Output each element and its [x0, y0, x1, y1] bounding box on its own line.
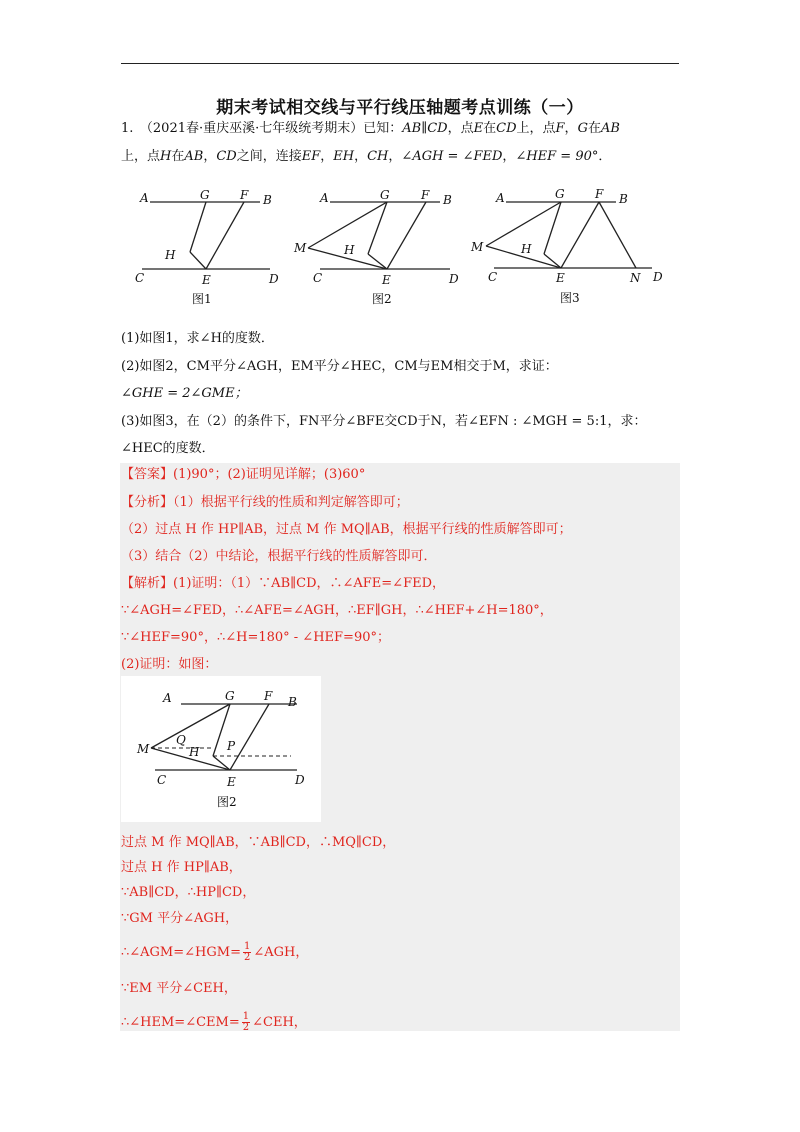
figure-2-caption: 图2 — [372, 292, 392, 306]
solution-3: ∵∠HEF=90°，∴∠H=180° - ∠HEF=90°； — [121, 630, 390, 645]
label-c: C — [157, 773, 167, 787]
label-f: F — [264, 689, 273, 703]
label-g: G — [380, 188, 390, 202]
solution-figure-caption: 图2 — [217, 795, 237, 809]
label-c: C — [488, 270, 498, 284]
question-1: (1)如图1，求∠H的度数． — [121, 331, 274, 346]
label-d: D — [653, 270, 663, 284]
label-b: B — [288, 695, 297, 709]
solution-11 — [121, 1012, 307, 1033]
label-a: A — [163, 691, 172, 705]
label-e: E — [227, 775, 236, 789]
question-2: (2)如图2，CM平分∠AGH，EM平分∠HEC，CM与EM相交于M，求证： — [121, 359, 558, 374]
fraction-denominator: 2 — [242, 1022, 250, 1033]
solution-figure — [121, 676, 321, 822]
problem-source: 1. （2021春·重庆巫溪·七年级统考期末）已知： — [121, 121, 403, 136]
label-f: F — [421, 188, 430, 202]
var-ef: EF — [301, 149, 321, 164]
text: 之间，连接 — [236, 149, 302, 164]
solution-11-tail: ∠CEH， — [252, 1015, 307, 1030]
label-b: B — [443, 193, 452, 207]
var-ch: CH — [367, 149, 389, 164]
text: 在 — [587, 121, 601, 136]
solution-9 — [121, 942, 308, 963]
var-h: H — [160, 149, 172, 164]
text: 在 — [171, 149, 185, 164]
label-a: A — [140, 191, 149, 205]
solution-4: (2)证明：如图： — [121, 657, 218, 672]
text: ，点 — [447, 121, 474, 136]
label-p: P — [227, 739, 236, 753]
var-ab: AB — [600, 121, 620, 136]
solution-5: 过点 M 作 MQ∥AB，∵AB∥CD，∴MQ∥CD， — [121, 835, 396, 850]
label-c: C — [313, 271, 323, 285]
var-eh: EH — [333, 149, 355, 164]
fraction-numerator: 1 — [242, 1011, 250, 1022]
label-d: D — [295, 773, 305, 787]
text: 上，点 — [121, 149, 161, 164]
label-q: Q — [176, 733, 186, 747]
label-n: N — [630, 271, 641, 285]
text: ， — [203, 149, 217, 164]
var-f: F — [555, 121, 565, 136]
label-m: M — [471, 240, 484, 254]
text: ． — [598, 149, 612, 164]
label-e: E — [382, 273, 391, 287]
problem-line-2 — [121, 148, 611, 166]
question-2-claim: ∠GHE = 2∠GME； — [121, 386, 248, 401]
figure-1-caption: 图1 — [192, 292, 212, 306]
solution-7: ∵AB∥CD，∴HP∥CD， — [121, 885, 256, 900]
var-cd: CD — [496, 121, 517, 136]
label-a: A — [320, 191, 329, 205]
solution-2: ∵∠AGH=∠FED，∴∠AFE=∠AGH，∴EF∥GH，∴∠HEF+∠H=180°， — [121, 603, 553, 618]
fraction-numerator: 1 — [243, 941, 251, 952]
text: ， — [502, 149, 516, 164]
label-h: H — [521, 242, 532, 256]
label-f: F — [595, 187, 604, 201]
fraction-denominator: 2 — [243, 952, 251, 963]
var-e: E — [473, 121, 484, 136]
label-g: G — [200, 188, 210, 202]
text: 在 — [483, 121, 497, 136]
var-ab: AB — [184, 149, 204, 164]
problem-line-1 — [121, 120, 620, 138]
page-title: 期末考试相交线与平行线压轴题考点训练（一） — [216, 98, 584, 118]
label-b: B — [263, 193, 272, 207]
var-g: G — [577, 121, 588, 136]
label-d: D — [269, 272, 279, 286]
label-g: G — [225, 689, 235, 703]
solution-9-tail: ∠AGH， — [253, 945, 309, 960]
solution-11-text: ∴∠HEM=∠CEM= — [121, 1015, 240, 1030]
label-e: E — [556, 271, 565, 285]
solution-figure-panel — [121, 676, 321, 822]
label-e: E — [202, 273, 211, 287]
label-m: M — [137, 742, 150, 756]
question-3-ask: ∠HEC的度数． — [121, 441, 215, 456]
analysis-1: 【分析】（1）根据平行线的性质和判定解答即可； — [121, 495, 409, 510]
label-h: H — [165, 248, 176, 262]
text: ， — [320, 149, 334, 164]
figure-2 — [290, 186, 470, 310]
math-angle-equality: ∠AGH = ∠FED — [401, 149, 503, 164]
label-h: H — [344, 243, 355, 257]
label-d: D — [449, 272, 459, 286]
question-3: (3)如图3，在（2）的条件下，FN平分∠BFE交CD于N，若∠EFN : ∠MGH = 5:1，求： — [121, 414, 647, 429]
text: ， — [354, 149, 368, 164]
math-ab-parallel-cd: AB∥CD — [402, 121, 448, 136]
fraction-one-half — [243, 942, 251, 963]
text: 上，点 — [516, 121, 556, 136]
solution-10: ∵EM 平分∠CEH， — [121, 981, 237, 996]
label-f: F — [240, 188, 249, 202]
figure-1 — [128, 186, 288, 310]
label-g: G — [555, 187, 565, 201]
header-rule — [121, 63, 679, 64]
figure-3 — [466, 184, 676, 308]
label-h: H — [189, 745, 200, 759]
text: ， — [564, 121, 578, 136]
solution-8: ∵GM 平分∠AGH， — [121, 911, 239, 926]
analysis-2: （2）过点 H 作 HP∥AB，过点 M 作 MQ∥AB，根据平行线的性质解答即可； — [121, 522, 572, 537]
solution-6: 过点 H 作 HP∥AB， — [121, 860, 242, 875]
label-b: B — [619, 192, 628, 206]
answer-line: 【答案】(1)90°；(2)证明见详解；(3)60° — [121, 467, 366, 482]
solution-9-text: ∴∠AGM=∠HGM= — [121, 945, 241, 960]
var-cd: CD — [216, 149, 237, 164]
solution-1: 【解析】(1)证明：（1）∵AB∥CD，∴∠AFE=∠FED， — [121, 576, 446, 591]
figure-3-caption: 图3 — [560, 291, 580, 305]
math-hef-90: ∠HEF = 90° — [515, 149, 599, 164]
analysis-3: （3）结合（2）中结论，根据平行线的性质解答即可． — [121, 549, 437, 564]
label-c: C — [135, 271, 145, 285]
fraction-one-half — [242, 1012, 250, 1033]
text: ， — [388, 149, 402, 164]
label-a: A — [496, 191, 505, 205]
label-m: M — [294, 241, 307, 255]
